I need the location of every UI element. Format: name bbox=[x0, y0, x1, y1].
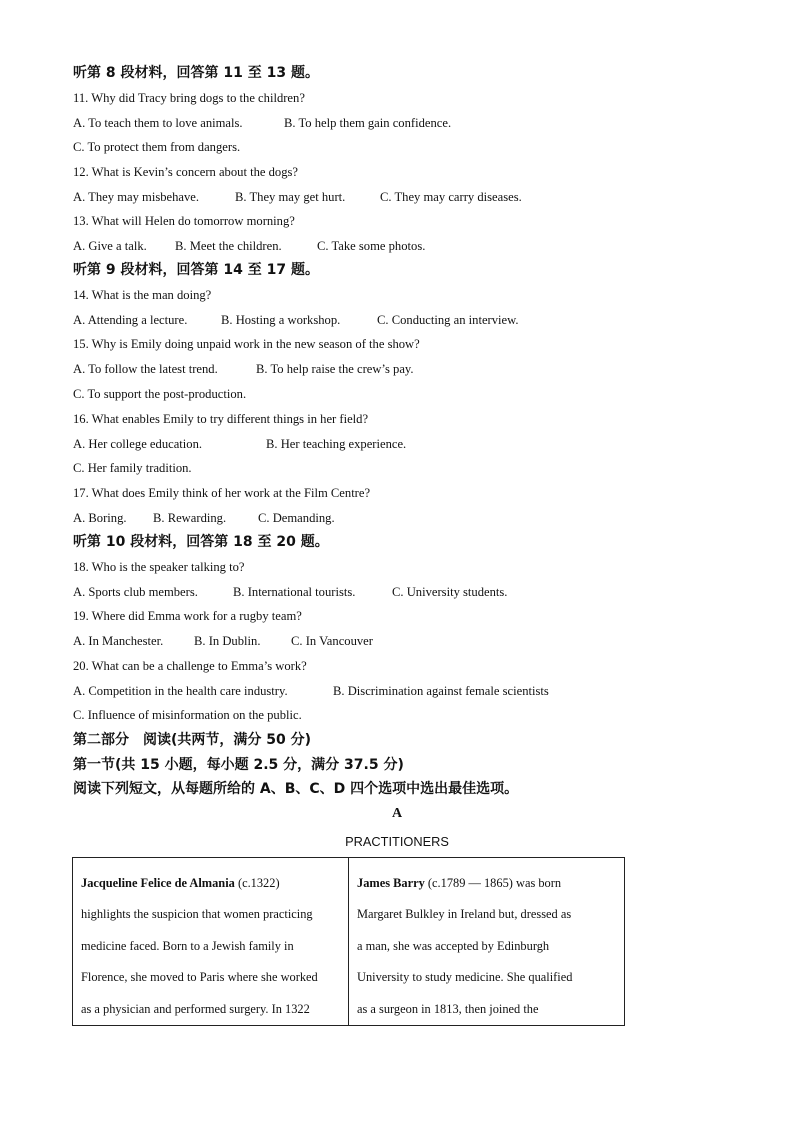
cell-line: a man, she was accepted by Edinburgh bbox=[357, 938, 550, 953]
practitioner-name: Jacqueline Felice de Almania bbox=[81, 876, 235, 890]
cell-line: as a physician and performed surgery. In 1322 bbox=[81, 1001, 310, 1016]
option-15-a: A. To follow the latest trend. bbox=[73, 362, 218, 376]
option-15-b: B. To help raise the crew’s pay. bbox=[256, 362, 414, 376]
option-row bbox=[73, 633, 373, 649]
option-14-a: A. Attending a lecture. bbox=[73, 313, 188, 327]
cell-line bbox=[81, 868, 340, 899]
option-14-b: B. Hosting a workshop. bbox=[221, 313, 341, 327]
part2-section-heading: 第一节(共 15 小题，每小题 2.5 分，满分 37.5 分) bbox=[73, 757, 404, 773]
option-row bbox=[73, 115, 452, 131]
question-stem-12: 12. What is Kevin’s concern about the dogs? bbox=[73, 165, 299, 179]
option-row bbox=[73, 436, 407, 452]
cell-line: medicine faced. Born to a Jewish family in bbox=[81, 938, 294, 953]
cell-line: highlights the suspicion that women practicing bbox=[81, 907, 313, 922]
option-20-a: A. Competition in the health care industry. bbox=[73, 684, 288, 698]
option-19-c: C. In Vancouver bbox=[291, 634, 373, 648]
cell-line: University to study medicine. She qualified bbox=[357, 970, 573, 985]
cell-line: Florence, she moved to Paris where she worked bbox=[81, 970, 318, 985]
option-17-a: A. Boring. bbox=[73, 511, 127, 525]
option-13-b: B. Meet the children. bbox=[175, 239, 282, 253]
option-row bbox=[73, 361, 414, 377]
option-18-c: C. University students. bbox=[392, 585, 508, 599]
cell-line bbox=[357, 868, 616, 899]
option-18-b: B. International tourists. bbox=[233, 585, 356, 599]
option-row bbox=[73, 312, 519, 328]
passage-title: PRACTITIONERS bbox=[345, 834, 449, 849]
option-13-c: C. Take some photos. bbox=[317, 239, 426, 253]
option-16-a: A. Her college education. bbox=[73, 437, 203, 451]
practitioner-dates: (c.1322) bbox=[234, 876, 280, 890]
option-19-b: B. In Dublin. bbox=[194, 634, 261, 648]
option-18-a: A. Sports club members. bbox=[73, 585, 198, 599]
option-16-c: C. Her family tradition. bbox=[73, 461, 192, 475]
option-11-a: A. To teach them to love animals. bbox=[73, 116, 243, 130]
option-11-b: B. To help them gain confidence. bbox=[284, 116, 452, 130]
practitioner-cell-right bbox=[349, 858, 625, 1026]
part2-instruction: 阅读下列短文，从每题所给的 A、B、C、D 四个选项中选出最佳选项。 bbox=[73, 781, 519, 797]
question-stem-13: 13. What will Helen do tomorrow morning? bbox=[73, 214, 295, 228]
option-20-c: C. Influence of misinformation on the public. bbox=[73, 708, 302, 722]
passage-letter: A bbox=[391, 806, 403, 821]
cell-line: as a surgeon in 1813, then joined the bbox=[357, 1001, 539, 1016]
question-stem-15: 15. Why is Emily doing unpaid work in the new season of the show? bbox=[73, 337, 420, 351]
question-stem-19: 19. Where did Emma work for a rugby team? bbox=[73, 609, 302, 623]
section-heading-8: 听第 8 段材料，回答第 11 至 13 题。 bbox=[73, 65, 319, 81]
option-12-a: A. They may misbehave. bbox=[73, 190, 200, 204]
option-12-c: C. They may carry diseases. bbox=[380, 190, 522, 204]
question-stem-14: 14. What is the man doing? bbox=[73, 288, 212, 302]
option-13-a: A. Give a talk. bbox=[73, 239, 147, 253]
practitioner-dates: (c.1789 — 1865) was born bbox=[424, 876, 562, 890]
section-heading-9: 听第 9 段材料，回答第 14 至 17 题。 bbox=[73, 262, 319, 278]
practitioner-name: James Barry bbox=[357, 876, 425, 890]
section-heading-10: 听第 10 段材料，回答第 18 至 20 题。 bbox=[73, 534, 329, 550]
question-stem-18: 18. Who is the speaker talking to? bbox=[73, 560, 245, 574]
option-row bbox=[73, 683, 549, 699]
question-stem-16: 16. What enables Emily to try different things in her field? bbox=[73, 412, 369, 426]
question-stem-20: 20. What can be a challenge to Emma’s work? bbox=[73, 659, 307, 673]
option-11-c: C. To protect them from dangers. bbox=[73, 140, 241, 154]
option-16-b: B. Her teaching experience. bbox=[266, 437, 407, 451]
cell-line: Margaret Bulkley in Ireland but, dressed as bbox=[357, 907, 572, 922]
practitioner-cell-left bbox=[73, 858, 349, 1026]
practitioners-table bbox=[72, 857, 625, 1026]
option-19-a: A. In Manchester. bbox=[73, 634, 164, 648]
question-stem-11: 11. Why did Tracy bring dogs to the children? bbox=[73, 91, 305, 105]
option-20-b: B. Discrimination against female scientists bbox=[333, 684, 549, 698]
option-17-c: C. Demanding. bbox=[258, 511, 335, 525]
option-row bbox=[73, 189, 522, 205]
part2-heading: 第二部分 阅读(共两节，满分 50 分) bbox=[73, 732, 312, 748]
option-17-b: B. Rewarding. bbox=[153, 511, 227, 525]
option-15-c: C. To support the post-production. bbox=[73, 387, 247, 401]
question-stem-17: 17. What does Emily think of her work at the Film Centre? bbox=[73, 486, 371, 500]
option-row bbox=[73, 510, 335, 526]
option-row bbox=[73, 584, 508, 600]
option-row bbox=[73, 238, 426, 254]
option-14-c: C. Conducting an interview. bbox=[377, 313, 519, 327]
option-12-b: B. They may get hurt. bbox=[235, 190, 346, 204]
